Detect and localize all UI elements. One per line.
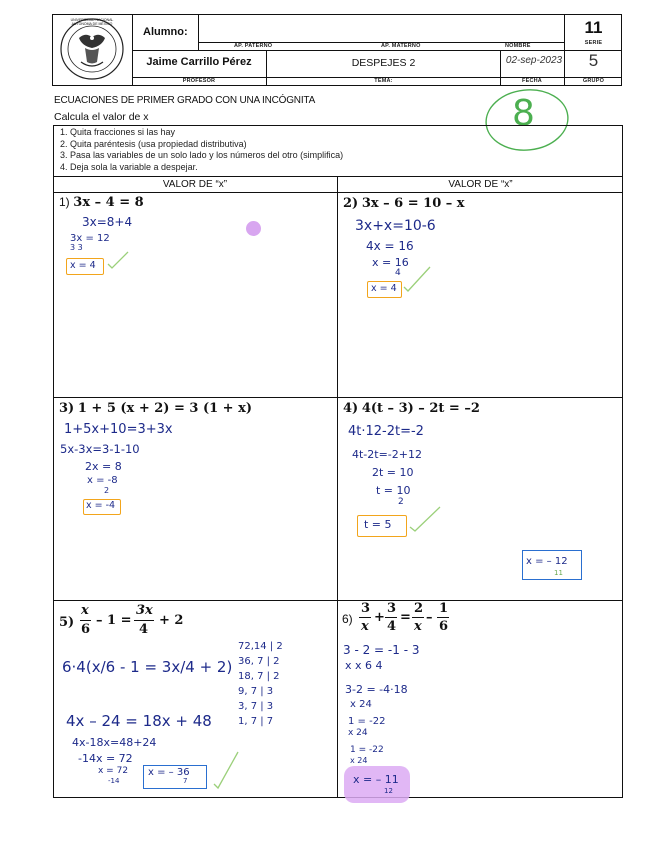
steps-list [60, 127, 343, 173]
alumno-label: Alumno: [143, 26, 188, 38]
problem-6-number: 6) [342, 612, 353, 626]
step-1: 1. Quita fracciones si las hay [60, 127, 176, 137]
p6-answer-denominator: 12 [384, 787, 393, 795]
problem-3-number: 3) [59, 401, 75, 416]
nombre-label: NOMBRE [505, 43, 531, 49]
step-4: 4. Deja sola la variable a despejar. [60, 161, 198, 172]
group: 5 [588, 51, 599, 70]
eq6-c-num: 2 [414, 601, 424, 616]
factor-row: 9, 7 | 3 [238, 686, 274, 697]
logo-text: UNIVERSIDAD NACIONAL AUTÓNOMA DE MÉXICO [70, 18, 114, 26]
p5-work-5: x = 72 [98, 766, 129, 776]
p6-work-2: x x 6 4 [345, 659, 383, 672]
eq6-b-den: 4 [387, 619, 397, 634]
p4-answer: t = 5 [364, 518, 392, 531]
tema-label: TEMA: [374, 78, 393, 84]
grupo-label: GRUPO [582, 78, 605, 84]
p6-answer: x = – 11 [353, 773, 399, 786]
profesor-label: PROFESOR [182, 78, 216, 84]
p4-work-5: 2 [398, 497, 404, 507]
eq5-mid: – 1 = [96, 613, 132, 628]
eq5-den-1: 6 [81, 622, 91, 637]
problem-4-equation: 4(t – 3) – 2t = –2 [361, 401, 480, 416]
p2-work-1: 3x+x=10-6 [355, 218, 436, 234]
fecha-label: FECHA [522, 78, 542, 84]
p4-work-4: t = 10 [376, 484, 411, 497]
p6-work-4: x 24 [350, 699, 372, 710]
serie-label: SERIE [584, 40, 603, 46]
ap-paterno-label: AP. PATERNO [234, 43, 273, 49]
problem-1-number: 1) [59, 195, 70, 209]
purple-dot [246, 221, 261, 236]
factor-table [238, 641, 283, 731]
p4-work-1: 4t·12-2t=-2 [348, 424, 424, 439]
p2-answer: x = 4 [371, 283, 397, 294]
problem-2-number: 2) [343, 196, 359, 211]
eq5-end: + 2 [159, 613, 184, 628]
p5-answer-denominator: 7 [183, 777, 188, 785]
problem-3-equation: 1 + 5 (x + 2) = 3 (1 + x) [77, 401, 252, 416]
eq6-d-den: 6 [439, 619, 449, 634]
eq5-num-2: 3x [136, 603, 153, 618]
step-2: 2. Quita paréntesis (usa propiedad distributiva) [60, 138, 247, 149]
p6-work-1: 3 - 2 = -1 - 3 [343, 643, 420, 657]
eq6-a-num: 3 [361, 601, 371, 616]
p3-answer: x = -4 [86, 500, 116, 511]
p5-answer: x = – 36 [148, 767, 190, 778]
factor-row: 36, 7 | 2 [238, 656, 280, 667]
ap-materno-label: AP. MATERNO [381, 43, 421, 49]
p6-work-8: x 24 [350, 756, 368, 765]
factor-row: 1, 7 | 7 [238, 716, 274, 727]
student-name-field[interactable] [204, 18, 558, 40]
p1-work-1: 3x=8+4 [82, 215, 133, 229]
p6-work-5: 1 = -22 [348, 716, 386, 727]
problem-1-equation: 3x – 4 = 8 [73, 195, 144, 210]
p3-work-4: x = -8 [87, 475, 118, 486]
p5-work-6: -14 [108, 777, 120, 785]
factor-row: 72,14 | 2 [238, 641, 283, 652]
problem-3 [59, 400, 252, 416]
teacher-name: Jaime Carrillo Pérez [146, 56, 252, 68]
problem-4-number: 4) [343, 401, 359, 416]
subtitle: Calcula el valor de x [54, 111, 149, 123]
topic: DESPEJES 2 [351, 57, 416, 69]
p3-work-2: 5x-3x=3-1-10 [60, 442, 140, 456]
p2-work-2: 4x = 16 [366, 239, 414, 253]
problem-4 [343, 400, 480, 416]
eq5-num-1: x [81, 603, 89, 618]
eq6-eq: = [400, 610, 411, 625]
problem-2 [343, 195, 465, 211]
eq6-plus: + [374, 610, 385, 625]
p1-work-3: 3 3 [70, 243, 83, 252]
p6-work-3: 3-2 = -4·18 [345, 683, 408, 696]
eq6-c-den: x [414, 619, 422, 634]
problem-2-equation: 3x – 6 = 10 – x [361, 196, 465, 211]
p4-extra: x = – 12 [526, 556, 568, 567]
page-title: ECUACIONES DE PRIMER GRADO CON UNA INCÓGNITA [54, 95, 316, 106]
eq6-minus: – [426, 610, 433, 625]
p1-work-2: 3x = 12 [70, 233, 110, 244]
p5-work-1: 6·4(x/6 - 1 = 3x/4 + 2) [62, 658, 233, 676]
eq6-b-num: 3 [387, 601, 397, 616]
p6-work-7: 1 = -22 [350, 745, 384, 755]
date: 02-sep-2023 [505, 55, 563, 66]
column-header-right: VALOR DE “x” [448, 179, 513, 190]
p3-work-5: 2 [104, 486, 110, 495]
p4-work-3: 2t = 10 [372, 466, 414, 479]
problem-1 [59, 194, 144, 210]
work-table [53, 125, 623, 798]
eq5-den-2: 4 [139, 622, 149, 637]
column-header-left: VALOR DE “x” [162, 179, 228, 190]
p2-work-3: x = 16 [372, 256, 409, 269]
p4-work-2: 4t-2t=-2+12 [352, 448, 422, 461]
p5-work-2: 4x – 24 = 18x + 48 [66, 712, 212, 730]
problem-5-number: 5) [59, 615, 75, 630]
factor-row: 3, 7 | 3 [238, 701, 274, 712]
step-3: 3. Pasa las variables de un solo lado y los números del otro (simplifica) [60, 150, 344, 160]
p3-work-3: 2x = 8 [85, 460, 122, 473]
grade-value: 8 [512, 93, 535, 134]
p4-extra-denominator: 11 [554, 569, 563, 577]
unam-logo [57, 16, 127, 82]
factor-row: 18, 7 | 2 [238, 671, 280, 682]
p3-work-1: 1+5x+10=3+3x [64, 422, 173, 437]
eq6-d-num: 1 [439, 601, 449, 616]
p2-work-4: 4 [395, 268, 401, 278]
p5-work-3: 4x-18x=48+24 [72, 736, 157, 749]
serie-number: 11 [584, 18, 603, 37]
p6-work-6: x 24 [348, 728, 368, 738]
p5-work-4: -14x = 72 [78, 752, 133, 765]
p1-answer: x = 4 [70, 260, 96, 271]
eq6-a-den: x [361, 619, 369, 634]
